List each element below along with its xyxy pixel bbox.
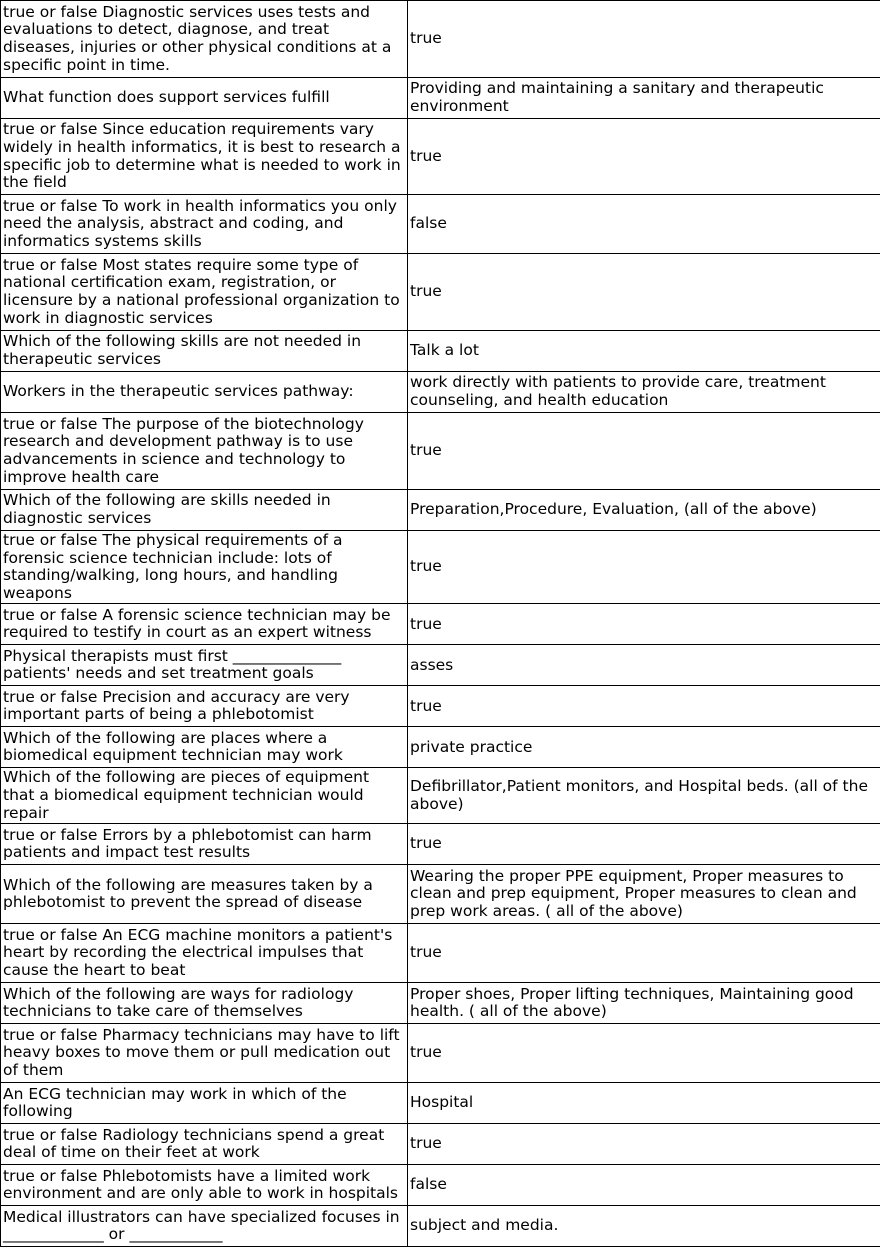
answer-cell: Talk a lot [408, 331, 880, 372]
question-cell: Which of the following are pieces of equipment that a biomedical equipment technician would repair [1, 768, 408, 824]
table-row [1, 645, 880, 686]
answer-cell: Wearing the proper PPE equipment, Proper measures to clean and prep equipment, Proper measures to clean and prep work areas. ( all of the above) [408, 865, 880, 924]
question-cell: true or false A forensic science technician may be required to testify in court as an expert witness [1, 604, 408, 645]
question-cell: true or false An ECG machine monitors a patient's heart by recording the electrical impulses that cause the heart to beat [1, 924, 408, 983]
answer-cell: asses [408, 645, 880, 686]
answer-cell: true [408, 531, 880, 604]
answer-cell: Preparation,Procedure, Evaluation, (all of the above) [408, 490, 880, 531]
answer-cell: true [408, 604, 880, 645]
table-row [1, 119, 880, 195]
answer-cell: subject and media. [408, 1206, 880, 1247]
table-row [1, 254, 880, 331]
table-row [1, 490, 880, 531]
answer-cell: Hospital [408, 1083, 880, 1124]
table-row [1, 604, 880, 645]
table-body [1, 1, 880, 1247]
table-row [1, 1083, 880, 1124]
table-row [1, 1, 880, 78]
question-cell: true or false The purpose of the biotechnology research and development pathway is to use advancements in science and technology to improve health care [1, 413, 408, 490]
question-cell: Which of the following are ways for radiology technicians to take care of themselves [1, 983, 408, 1024]
table-row [1, 78, 880, 119]
question-cell: Which of the following are skills needed in diagnostic services [1, 490, 408, 531]
answer-cell: true [408, 1024, 880, 1083]
question-cell: Which of the following skills are not needed in therapeutic services [1, 331, 408, 372]
table-row [1, 372, 880, 413]
answer-cell: Providing and maintaining a sanitary and therapeutic environment [408, 78, 880, 119]
question-cell: true or false Precision and accuracy are very important parts of being a phlebotomist [1, 686, 408, 727]
table-row [1, 824, 880, 865]
table-row [1, 686, 880, 727]
table-row [1, 727, 880, 768]
question-cell: An ECG technician may work in which of the following [1, 1083, 408, 1124]
table-row [1, 865, 880, 924]
answer-cell: work directly with patients to provide care, treatment counseling, and health education [408, 372, 880, 413]
table-row [1, 924, 880, 983]
question-cell: true or false Diagnostic services uses tests and evaluations to detect, diagnose, and treat diseases, injuries or other physical conditions at a specific point in time. [1, 1, 408, 78]
table-row [1, 1124, 880, 1165]
answer-cell: true [408, 413, 880, 490]
table-row [1, 195, 880, 254]
question-cell: Workers in the therapeutic services pathway: [1, 372, 408, 413]
question-cell: true or false Most states require some type of national certification exam, registration, or licensure by a national professional organization to work in diagnostic services [1, 254, 408, 331]
answer-cell: false [408, 1165, 880, 1206]
question-cell: true or false Since education requirements vary widely in health informatics, it is best to research a specific job to determine what is needed to work in the field [1, 119, 408, 195]
table-row [1, 983, 880, 1024]
question-cell: true or false Radiology technicians spend a great deal of time on their feet at work [1, 1124, 408, 1165]
question-cell: Physical therapists must first ______________ patients' needs and set treatment goals [1, 645, 408, 686]
table-row [1, 768, 880, 824]
question-cell: true or false Pharmacy technicians may have to lift heavy boxes to move them or pull medication out of them [1, 1024, 408, 1083]
question-cell: Which of the following are places where a biomedical equipment technician may work [1, 727, 408, 768]
question-cell: What function does support services fulfill [1, 78, 408, 119]
answer-cell: private practice [408, 727, 880, 768]
answer-cell: true [408, 254, 880, 331]
table-row [1, 413, 880, 490]
answer-cell: Defibrillator,Patient monitors, and Hospital beds. (all of the above) [408, 768, 880, 824]
answer-cell: true [408, 1, 880, 78]
question-cell: true or false To work in health informatics you only need the analysis, abstract and coding, and informatics systems skills [1, 195, 408, 254]
answer-cell: true [408, 824, 880, 865]
question-cell: true or false Errors by a phlebotomist can harm patients and impact test results [1, 824, 408, 865]
question-cell: Which of the following are measures taken by a phlebotomist to prevent the spread of disease [1, 865, 408, 924]
answer-cell: true [408, 924, 880, 983]
answer-cell: true [408, 119, 880, 195]
table-row [1, 531, 880, 604]
table-row [1, 1024, 880, 1083]
answer-cell: false [408, 195, 880, 254]
answer-cell: true [408, 686, 880, 727]
answer-cell: true [408, 1124, 880, 1165]
table-row [1, 1165, 880, 1206]
table-row [1, 1206, 880, 1247]
question-cell: true or false Phlebotomists have a limited work environment and are only able to work in hospitals [1, 1165, 408, 1206]
question-cell: true or false The physical requirements of a forensic science technician include: lots of standing/walking, long hours, and handling weapons [1, 531, 408, 604]
answer-cell: Proper shoes, Proper lifting techniques, Maintaining good health. ( all of the above) [408, 983, 880, 1024]
question-cell: Medical illustrators can have specialized focuses in _____________ or ____________ [1, 1206, 408, 1247]
table-row [1, 331, 880, 372]
